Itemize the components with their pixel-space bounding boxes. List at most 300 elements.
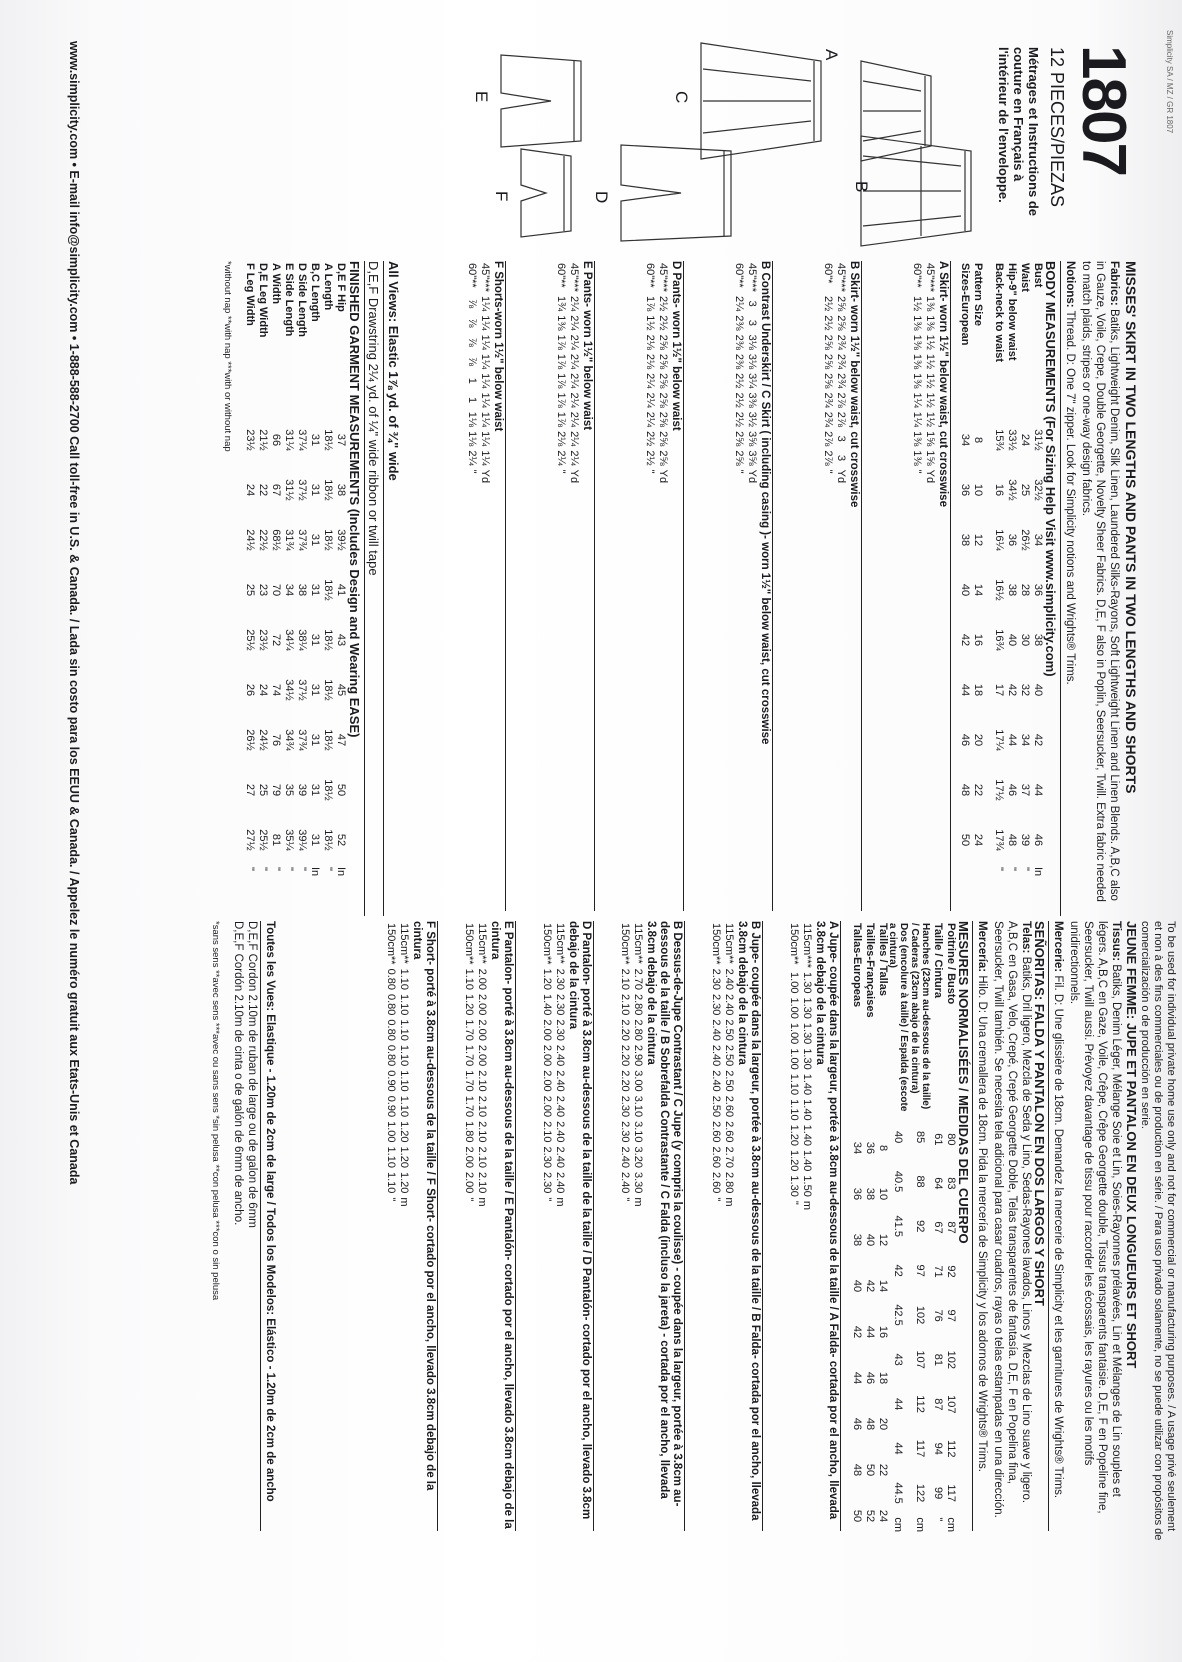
table-cell: 33½: [1006, 429, 1018, 451]
table-cell: 2.00: [463, 1171, 475, 1194]
table-cell: 76: [932, 1309, 944, 1322]
table-cell: 99: [932, 1487, 944, 1500]
measurement-table: [643, 261, 669, 485]
table-cell: 88: [914, 1175, 927, 1188]
table-cell: 1.00: [788, 997, 800, 1019]
tissus-label: Tissus:: [1110, 921, 1122, 962]
table-cell: 1.20: [788, 1150, 800, 1172]
table-cell: 1.40: [801, 1124, 813, 1146]
table-cell: 31½: [1032, 429, 1044, 451]
row-label: Dos (encolure à taille) / Espalda (escote a cintura): [887, 923, 909, 1112]
table-cell: 2.50: [723, 1044, 735, 1067]
telas-paragraph: [991, 921, 1033, 1531]
table-cell: 2.80: [632, 994, 644, 1016]
table-cell: 1.00: [385, 1121, 397, 1143]
table-row: [478, 261, 491, 485]
table-cell: 50: [959, 833, 971, 847]
table-cell: 1⅜: [555, 315, 567, 331]
table-cell: 112: [914, 1395, 927, 1413]
table-cell: 40: [851, 1279, 863, 1293]
row-label: 115cm**: [476, 923, 488, 964]
table-cell: 46: [1006, 783, 1018, 797]
row-label: 115cm**: [632, 923, 644, 964]
table-row: [631, 921, 644, 1209]
table-cell: 31: [309, 633, 321, 647]
table-cell: 8: [972, 436, 984, 444]
table-cell: 42: [1032, 733, 1044, 747]
unit-cell: Yd: [479, 469, 491, 484]
table-cell: 31¾: [283, 529, 295, 551]
table-cell: 38: [1006, 583, 1018, 597]
telas-label: Telas:: [1020, 921, 1032, 954]
french-instructions-note: Métrages et Instructions de couture en Français à l'intérieur de l'enveloppe.: [996, 47, 1041, 217]
table-row: [334, 261, 347, 891]
yardage-heading: D Pantalon- porté à 3.8cm au-dessous de la taille de la taille / D Pantalón- cortado por el ancho, llevado 3.8cm debajo de la cintura: [567, 921, 592, 1520]
table-cell: 20: [972, 733, 984, 747]
mercerie-text: Fil. D: Une glissière de 18cm. Demandez la mercerie de Simplicity et les garnitures de Wrights® Trims.: [1052, 975, 1064, 1499]
table-cell: 2⅛: [644, 334, 656, 350]
table-cell: 1⅜: [911, 450, 923, 466]
row-label: 115cm**: [554, 923, 566, 964]
table-cell: 1¼: [479, 315, 491, 331]
unit-cell: ": [466, 469, 478, 474]
table-cell: 2⅜: [733, 334, 745, 350]
table-cell: 0.90: [385, 1070, 397, 1092]
table-cell: 1.00: [788, 972, 800, 994]
tissus-text: Batiks, Denim Léger, Mélange Soie et Lin, Soies-Rayonnes prélavées, Lin et Mélanges de Lin souples et légers. A,B,C en Gaze, Voile, Crêpe, Crêpe Georgette double, Tissus transparents fantaisie. D,E, F en Popeline fine, Seersucker, Twill aussi. Prévoyez davantage de tissu pour raccorder les écossais, les rayures ou les motifs unidirectionnels.: [1068, 921, 1122, 1514]
table-cell: 1.70: [463, 1019, 475, 1041]
table-cell: 2¾: [835, 373, 847, 389]
yardage-heading: B Dessus-de-Jupe Contrastant / C Jupe (y compris la coulisse) - coupée dans la largeur, portée à 3.8cm au-dessous de la taille / B Sobrefalda Contrastante / C Falda (incluso la jareta) - cortada por el ancho, llevada 3.8cm debajo de la cintura: [645, 921, 683, 1507]
table-cell: 25: [244, 583, 256, 597]
table-cell: 2⅝: [835, 315, 847, 331]
table-cell: 2.00: [476, 1044, 488, 1067]
sidebar: [41, 41, 1141, 256]
unit-cell: m: [554, 1197, 566, 1207]
table-cell: 50: [864, 1463, 876, 1477]
table-cell: 2½: [657, 295, 669, 312]
view-label-e: E: [472, 91, 491, 103]
table-cell: 31: [309, 533, 321, 547]
unit-cell: ": [257, 867, 269, 871]
table-cell: 25½: [257, 829, 269, 851]
table-cell: 1.00: [788, 1048, 800, 1070]
measurement-table: [887, 921, 931, 1541]
table-cell: 22: [972, 783, 984, 797]
table-row: [992, 261, 1005, 891]
table-cell: 85: [914, 1131, 927, 1144]
tailles-table: [850, 921, 889, 1539]
table-cell: 3⅛: [746, 353, 758, 370]
table-cell: 17½: [993, 779, 1005, 801]
table-row: [745, 261, 758, 485]
table-cell: 2¼: [568, 315, 580, 331]
table-cell: 3.00: [632, 1070, 644, 1092]
table-cell: 2.30: [554, 994, 566, 1016]
table-cell: 87: [932, 1398, 944, 1411]
table-cell: 2.30: [619, 1121, 631, 1143]
row-label: 150cm**: [619, 923, 631, 965]
table-row: [295, 261, 308, 891]
table-cell: 32: [1019, 683, 1031, 697]
spanish-title: SEÑORITAS: FALDA Y PANTALON EN DOS LARGOS Y SHORT: [1032, 921, 1047, 1306]
table-row: [243, 261, 256, 891]
unit-cell: m: [398, 1197, 410, 1207]
unit-cell: m: [476, 1197, 488, 1207]
table-cell: 44: [959, 683, 971, 697]
row-label: 45"***: [924, 263, 936, 292]
mesures-heading: MESURES NORMALISÉES / MEDIDAS DEL CUERPO: [956, 921, 971, 1244]
table-cell: 16: [972, 633, 984, 647]
table-cell: 34: [851, 1141, 863, 1155]
pattern-size-table: [958, 261, 984, 865]
table-cell: 2.00: [541, 1095, 553, 1118]
table-cell: 22: [257, 483, 269, 497]
measurement-table: [384, 921, 410, 1209]
table-row: [923, 261, 936, 485]
table-cell: 41: [335, 583, 347, 597]
table-cell: 18: [972, 683, 984, 697]
table-cell: 1¼: [479, 353, 491, 370]
table-cell: 47: [335, 733, 347, 747]
unit-cell: ": [244, 867, 256, 871]
table-cell: 2¼: [644, 392, 656, 408]
table-cell: 22½: [257, 529, 269, 551]
table-cell: 2.70: [632, 968, 644, 990]
toutes-les-vues: Toutes les Vues: Elastique - 1.20m de 2cm de large / Todos los Modelos: Elástico - 1.20m de 2cm de ancho: [264, 921, 276, 1502]
table-row: [256, 261, 269, 891]
table-cell: 12: [877, 1233, 889, 1247]
table-cell: 2.20: [619, 1044, 631, 1067]
table-cell: 3⅜: [746, 392, 758, 408]
merceria-text: Hilo. D: Una cremallera de 18cm. Pida la mercería de Simplicity y los adornos de Wrights® Trims.: [976, 975, 988, 1472]
measurement-table: [958, 261, 984, 865]
table-cell: 1: [466, 397, 478, 404]
table-cell: 31½: [283, 479, 295, 501]
table-cell: 3: [746, 319, 758, 326]
merceria-label: Mercería:: [976, 921, 988, 973]
table-cell: 42: [959, 633, 971, 647]
table-cell: 2⅝: [657, 334, 669, 350]
measurement-table: [850, 921, 889, 1539]
table-cell: 16: [877, 1325, 889, 1339]
table-cell: 2¼: [568, 392, 580, 408]
table-cell: 41.5: [892, 1215, 905, 1237]
table-cell: 2.40: [723, 968, 735, 990]
table-cell: 44: [892, 1397, 905, 1411]
table-cell: 1⅜: [924, 315, 936, 331]
unit-cell: ": [932, 1517, 944, 1522]
unit-cell: ": [385, 1197, 397, 1202]
table-cell: 2.60: [710, 1146, 722, 1168]
row-label: Bust: [1032, 263, 1044, 288]
table-cell: 68½: [270, 529, 282, 551]
table-cell: 44: [864, 1325, 876, 1339]
table-cell: 40: [1032, 683, 1044, 697]
table-cell: 2.30: [710, 968, 722, 990]
table-cell: 2.80: [632, 1019, 644, 1041]
table-cell: 37¾: [296, 529, 308, 551]
table-cell: 34: [959, 433, 971, 447]
unit-cell: ": [296, 867, 308, 871]
yardage-heading: B Skirt- worn 1½" below waist, cut crosswise: [848, 261, 860, 508]
table-cell: 14: [877, 1279, 889, 1293]
table-cell: 36: [1006, 533, 1018, 547]
table-cell: 1⅜: [924, 295, 936, 312]
table-cell: 2.20: [619, 1019, 631, 1041]
unit-cell: In: [335, 867, 347, 877]
table-cell: 1.20: [463, 994, 475, 1016]
table-cell: 44: [1006, 733, 1018, 747]
table-cell: 31: [309, 783, 321, 797]
table-cell: 1⅞: [644, 295, 656, 312]
table-cell: 2¾: [822, 392, 834, 408]
table-row: [787, 921, 800, 1212]
table-row: [800, 921, 813, 1212]
table-cell: 81: [932, 1353, 944, 1366]
table-cell: 21½: [257, 429, 269, 451]
table-cell: 2.90: [632, 1044, 644, 1067]
table-cell: 2.40: [619, 1171, 631, 1194]
measurement-table: [709, 921, 735, 1209]
table-cell: 1½: [924, 411, 936, 428]
table-cell: 39: [296, 783, 308, 797]
table-row: [554, 261, 567, 485]
row-label: 150cm**: [710, 923, 722, 965]
unit-cell: m: [632, 1197, 644, 1207]
table-cell: 1¼: [911, 411, 923, 428]
table-cell: 1.20: [398, 1171, 410, 1194]
table-cell: 2⅝: [657, 392, 669, 408]
table-cell: 2.60: [723, 1121, 735, 1143]
table-cell: 16¾: [993, 629, 1005, 651]
table-cell: 2.00: [476, 1019, 488, 1041]
table-cell: 24: [257, 683, 269, 697]
table-cell: 107: [945, 1395, 957, 1414]
tissus-paragraph: [1067, 921, 1123, 1531]
table-cell: 74: [270, 683, 282, 697]
measurement-table: [787, 921, 813, 1212]
table-cell: 1.40: [801, 1150, 813, 1172]
table-row: [282, 261, 295, 891]
table-cell: 2.10: [476, 1070, 488, 1092]
table-row: [709, 921, 722, 1209]
table-cell: 2.50: [710, 1095, 722, 1118]
table-cell: 28: [1019, 583, 1031, 597]
table-cell: 2½: [733, 373, 745, 389]
unit-cell: cm: [892, 1517, 905, 1533]
table-cell: 1.20: [788, 1124, 800, 1146]
row-label: Hip-9" below waist: [1006, 263, 1018, 361]
table-cell: 2¾: [835, 353, 847, 370]
table-row: [553, 921, 566, 1209]
table-cell: 36: [959, 483, 971, 497]
row-label: Hanches (23cm au-dessous de la taille) / Caderas (23cm abajo de la cintura): [909, 923, 931, 1110]
table-cell: 3: [835, 454, 847, 462]
table-cell: 14: [972, 583, 984, 597]
table-cell: 117: [945, 1484, 957, 1502]
table-cell: 2½: [644, 450, 656, 466]
table-cell: 1⅞: [555, 411, 567, 428]
table-cell: 34½: [1006, 479, 1018, 501]
table-cell: 38: [851, 1233, 863, 1247]
table-cell: 1.10: [398, 1095, 410, 1118]
table-cell: 17¾: [993, 829, 1005, 851]
table-cell: 2.50: [723, 1070, 735, 1092]
contact-footer: www.simplicity.com • E-mail info@simplicity.com • 1-888-588-2700 Call toll-free in U.S. & Canada. / Lada sin costo para los EEUU & Canada. / Appelez le numéro gratuit aux Etats-Unis et Canada: [67, 41, 81, 1185]
table-row: [384, 921, 397, 1209]
table-cell: 2⅝: [657, 431, 669, 447]
table-cell: 40: [864, 1233, 876, 1247]
table-cell: 44.5: [892, 1482, 905, 1504]
unit-cell: Yd: [568, 469, 580, 484]
row-label: 150cm**: [385, 923, 397, 965]
row-label: D Side Length: [296, 263, 308, 337]
table-cell: 3.10: [632, 1121, 644, 1143]
table-cell: 26: [244, 683, 256, 697]
table-cell: 22: [877, 1463, 889, 1477]
table-row: [1018, 261, 1031, 891]
mercerie-label: Mercerie:: [1052, 921, 1064, 973]
table-cell: 2⅜: [733, 315, 745, 331]
unit-cell: m: [801, 1200, 813, 1211]
row-label: 45"***: [746, 263, 758, 292]
table-cell: 1.00: [788, 1022, 800, 1045]
table-row: [308, 261, 321, 891]
unit-cell: ": [644, 469, 656, 474]
unit-cell: ": [463, 1197, 475, 1202]
table-cell: 2.30: [554, 968, 566, 990]
table-cell: 25: [1019, 483, 1031, 497]
table-cell: 2⅞: [835, 411, 847, 428]
table-cell: 92: [945, 1265, 957, 1278]
table-cell: 3¼: [746, 373, 758, 389]
table-cell: 2¾: [835, 334, 847, 350]
table-cell: 80: [945, 1133, 957, 1146]
measurement-table: [465, 261, 491, 485]
table-cell: 16¼: [993, 529, 1005, 551]
table-cell: 2.60: [710, 1121, 722, 1143]
table-cell: 38: [959, 533, 971, 547]
table-row: [475, 921, 488, 1209]
table-row: [567, 261, 580, 485]
table-cell: 34: [1032, 533, 1044, 547]
table-cell: 2.00: [541, 1019, 553, 1041]
table-cell: 37½: [296, 679, 308, 701]
table-cell: 71: [932, 1265, 944, 1278]
unit-cell: m: [723, 1197, 735, 1207]
table-cell: 2¼: [568, 411, 580, 428]
table-cell: 97: [914, 1264, 927, 1277]
table-cell: 26½: [244, 729, 256, 751]
table-cell: 1⅞: [555, 392, 567, 408]
table-cell: 2.40: [554, 1121, 566, 1143]
table-cell: 35¼: [283, 829, 295, 851]
table-cell: ⅞: [466, 318, 478, 328]
table-cell: 72: [270, 633, 282, 647]
table-cell: 18½: [322, 729, 334, 751]
table-cell: 87: [945, 1221, 957, 1234]
table-cell: 31: [309, 833, 321, 847]
row-label: A Length: [322, 263, 334, 311]
table-cell: 32½: [1032, 479, 1044, 501]
table-cell: 17: [993, 683, 1005, 697]
table-cell: ⅞: [466, 356, 478, 367]
drawstring-note: D,E,F Drawstring 2¼ yd. of ¼" wide ribbon or twill tape: [366, 261, 381, 576]
table-cell: 0.80: [385, 1044, 397, 1067]
measurement-table: [462, 921, 488, 1209]
finished-measurements-table: [243, 261, 347, 891]
table-cell: 1.10: [385, 1146, 397, 1168]
table-cell: 2⅝: [733, 431, 745, 447]
table-cell: 1.70: [463, 1095, 475, 1118]
table-cell: 2.00: [476, 968, 488, 990]
table-cell: 1.20: [398, 1121, 410, 1143]
table-cell: 42.5: [892, 1304, 905, 1326]
telas-text: Batiks, Dril ligero, Mezcla de Seda y Lino, Sedas-Rayones lavados, Linos y Mezclas de Lino suave y ligero. A,B,C en Gasa, Velo, Crepé, Crepé Georgette Doble, Telas transparentes de fantasía. D,E, F en Popelina fina, Seersucker, Twill también. Se necesita tela adicional para casar cuadros, rayas o telas estampadas en una dirección.: [992, 921, 1032, 1518]
table-cell: 2¼: [568, 353, 580, 370]
row-label: Tallas-Europeas: [851, 923, 863, 1008]
table-cell: 36: [1032, 583, 1044, 597]
table-cell: 44: [851, 1371, 863, 1385]
table-cell: 112: [945, 1439, 957, 1458]
table-cell: 31: [309, 483, 321, 497]
table-cell: 3.10: [632, 1095, 644, 1118]
table-cell: 25½: [244, 629, 256, 651]
table-cell: 10: [877, 1187, 889, 1201]
table-cell: 1⅜: [911, 315, 923, 331]
table-cell: 27: [244, 783, 256, 797]
table-cell: 34: [283, 583, 295, 597]
table-cell: 1.30: [801, 1022, 813, 1045]
unit-cell: cm: [945, 1517, 957, 1533]
unit-cell: ": [322, 867, 334, 871]
table-cell: 2.00: [463, 1146, 475, 1168]
table-cell: 2.80: [723, 1171, 735, 1194]
table-row: [465, 261, 478, 485]
table-cell: 3: [835, 435, 847, 442]
table-cell: 38: [335, 483, 347, 497]
table-cell: 46: [864, 1371, 876, 1385]
table-cell: 36: [864, 1141, 876, 1155]
table-cell: 2.30: [541, 1171, 553, 1194]
measurement-table: [243, 261, 347, 891]
table-cell: 44: [892, 1442, 905, 1455]
table-cell: 31¼: [283, 429, 295, 451]
table-cell: 2½: [733, 392, 745, 408]
table-cell: 2¼: [555, 450, 567, 466]
table-cell: 2¼: [568, 450, 580, 466]
row-label: 150cm**: [788, 923, 800, 965]
top-edge-code: Simplicity SA / MZ / GR 1807: [1165, 30, 1174, 134]
merceria-paragraph: [975, 921, 989, 1531]
table-cell: 2⅞: [822, 450, 834, 466]
table-cell: 2⅞: [835, 392, 847, 408]
table-cell: 35: [283, 783, 295, 797]
table-row: [540, 921, 553, 1209]
unit-cell: Yd: [835, 469, 847, 484]
body-measurements-table: [992, 261, 1044, 891]
table-cell: 48: [959, 783, 971, 797]
table-cell: 38: [1032, 633, 1044, 647]
french-footnote: *sans sens **avec sens ***avec ou sans sens *sin pelusa **con pelusa ***con o sin pelusa: [210, 921, 221, 1301]
table-cell: 2.30: [541, 1146, 553, 1168]
table-cell: 48: [1006, 833, 1018, 847]
view-d-pants-drawing: [621, 145, 731, 241]
table-cell: 42: [851, 1325, 863, 1339]
row-label: Waist: [1019, 263, 1031, 292]
table-cell: 1¼: [479, 411, 491, 428]
